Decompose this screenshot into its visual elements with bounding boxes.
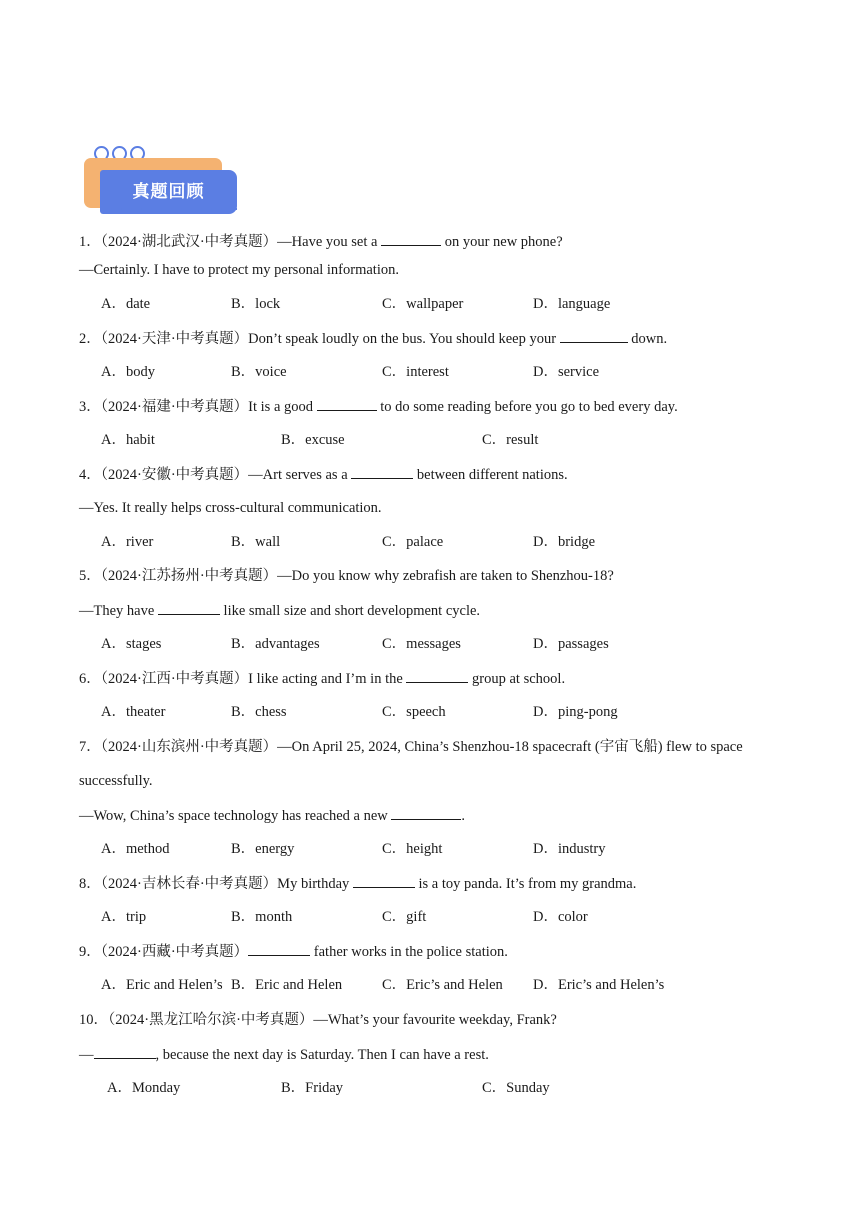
option-a[interactable]: A．date <box>101 296 151 312</box>
question-8 <box>79 873 636 894</box>
question-text: —They have <box>79 603 158 619</box>
option-c[interactable]: C．palace <box>382 534 444 550</box>
option-c[interactable]: C．wallpaper <box>382 296 464 312</box>
question-source: （2024·福建·中考真题） <box>100 399 249 415</box>
question-text: between different nations. <box>413 467 568 483</box>
option-d[interactable]: D．service <box>533 364 600 380</box>
option-d[interactable]: D．passages <box>533 636 609 652</box>
option-b[interactable]: B．excuse <box>281 432 345 448</box>
option-c[interactable]: C．Sunday <box>482 1080 550 1096</box>
answer-blank[interactable] <box>317 396 377 411</box>
option-a[interactable]: A．theater <box>101 704 166 720</box>
question-5 <box>79 566 614 586</box>
question-text: , because the next day is Saturday. Then I can have a rest. <box>155 1047 489 1063</box>
section-title: 真题回顾 <box>132 182 205 202</box>
banner-dashed-underline <box>102 208 237 210</box>
question-number: 6． <box>79 671 101 687</box>
question-source: （2024·江西·中考真题） <box>100 671 249 687</box>
option-b[interactable]: B．energy <box>231 841 295 857</box>
question-source: （2024·山东滨州·中考真题） <box>100 739 278 755</box>
answer-blank[interactable] <box>391 805 461 820</box>
answer-blank[interactable] <box>406 668 468 683</box>
question-1-line-2: —Certainly. I have to protect my personal information. <box>79 262 399 278</box>
question-text: —What’s your favourite weekday, Frank? <box>313 1012 557 1028</box>
option-c[interactable]: C．interest <box>382 364 449 380</box>
option-a[interactable]: A．Monday <box>107 1080 181 1096</box>
question-6 <box>79 668 565 689</box>
question-7-line-3 <box>79 805 465 826</box>
question-number: 1． <box>79 234 101 250</box>
option-c[interactable]: C．result <box>482 432 539 448</box>
answer-blank[interactable] <box>248 941 310 956</box>
question-source: （2024·天津·中考真题） <box>100 331 249 347</box>
answer-blank[interactable] <box>94 1044 156 1059</box>
question-9 <box>79 941 508 962</box>
question-5-line-2 <box>79 600 480 621</box>
option-a[interactable]: A．Eric and Helen’s <box>101 977 223 993</box>
question-text: . <box>461 808 465 824</box>
option-b[interactable]: B．wall <box>231 534 281 550</box>
question-text: —Do you know why zebrafish are taken to Shenzhou-18? <box>277 568 614 584</box>
question-number: 5． <box>79 568 101 584</box>
option-c[interactable]: C．gift <box>382 909 427 925</box>
option-c[interactable]: C．speech <box>382 704 446 720</box>
question-text: on your new phone? <box>441 234 563 250</box>
answer-blank[interactable] <box>560 328 628 343</box>
question-10 <box>79 1010 557 1030</box>
question-text: down. <box>627 331 668 347</box>
option-c[interactable]: C．height <box>382 841 443 857</box>
answer-blank[interactable] <box>381 231 441 246</box>
question-number: 2． <box>79 331 101 347</box>
question-source: （2024·西藏·中考真题） <box>100 944 249 960</box>
question-source: （2024·吉林长春·中考真题） <box>100 876 278 892</box>
question-text: to do some reading before you go to bed every day. <box>376 399 678 415</box>
question-10-line-2 <box>79 1044 489 1065</box>
option-a[interactable]: A．method <box>101 841 170 857</box>
question-text: —Art serves as a <box>248 467 352 483</box>
option-b[interactable]: B．month <box>231 909 293 925</box>
question-source: （2024·江苏扬州·中考真题） <box>100 568 278 584</box>
option-a[interactable]: A．trip <box>101 909 147 925</box>
option-d[interactable]: D．industry <box>533 841 606 857</box>
question-2 <box>79 328 667 349</box>
answer-blank[interactable] <box>353 873 415 888</box>
option-d[interactable]: D．Eric’s and Helen’s <box>533 977 665 993</box>
question-text: group at school. <box>468 671 566 687</box>
question-source: （2024·湖北武汉·中考真题） <box>100 234 278 250</box>
option-d[interactable]: D．language <box>533 296 611 312</box>
question-text: I like acting and I’m in the <box>248 671 407 687</box>
option-a[interactable]: A．body <box>101 364 155 380</box>
question-text: —On April 25, 2024, China’s Shenzhou-18 spacecraft (宇宙飞船) flew to space <box>277 739 743 755</box>
option-b[interactable]: B．Eric and Helen <box>231 977 343 993</box>
question-text: —Have you set a <box>277 234 382 250</box>
answer-blank[interactable] <box>158 600 220 615</box>
question-4 <box>79 464 568 485</box>
option-d[interactable]: D．bridge <box>533 534 596 550</box>
question-text: My birthday <box>277 876 353 892</box>
section-banner <box>84 146 240 222</box>
question-text: Don’t speak loudly on the bus. You should keep your <box>248 331 560 347</box>
option-a[interactable]: A．river <box>101 534 154 550</box>
question-4-line-2: —Yes. It really helps cross-cultural communication. <box>79 500 382 516</box>
option-b[interactable]: B．Friday <box>281 1080 344 1096</box>
option-c[interactable]: C．messages <box>382 636 461 652</box>
option-a[interactable]: A．habit <box>101 432 155 448</box>
question-number: 4． <box>79 467 101 483</box>
question-text: like small size and short development cycle. <box>219 603 481 619</box>
option-b[interactable]: B．lock <box>231 296 281 312</box>
option-b[interactable]: B．voice <box>231 364 287 380</box>
question-number: 7． <box>79 739 101 755</box>
question-1 <box>79 231 563 252</box>
question-number: 8． <box>79 876 101 892</box>
question-7 <box>79 737 743 757</box>
question-number: 3． <box>79 399 101 415</box>
question-text: It is a good <box>248 399 317 415</box>
question-text: — <box>79 1047 94 1063</box>
option-a[interactable]: A．stages <box>101 636 162 652</box>
question-7-line-2: successfully. <box>79 773 153 789</box>
question-source: （2024·黑龙江哈尔滨·中考真题） <box>108 1012 314 1028</box>
question-text: father works in the police station. <box>310 944 508 960</box>
question-source: （2024·安徽·中考真题） <box>100 467 249 483</box>
option-c[interactable]: C．Eric’s and Helen <box>382 977 503 993</box>
question-3 <box>79 396 678 417</box>
option-b[interactable]: B．advantages <box>231 636 320 652</box>
option-d[interactable]: D．color <box>533 909 588 925</box>
question-number: 10． <box>79 1012 108 1028</box>
question-number: 9． <box>79 944 101 960</box>
question-text: —Wow, China’s space technology has reached a new <box>79 808 392 824</box>
answer-blank[interactable] <box>351 464 413 479</box>
option-d[interactable]: D．ping-pong <box>533 704 618 720</box>
option-b[interactable]: B．chess <box>231 704 287 720</box>
question-text: is a toy panda. It’s from my grandma. <box>414 876 637 892</box>
